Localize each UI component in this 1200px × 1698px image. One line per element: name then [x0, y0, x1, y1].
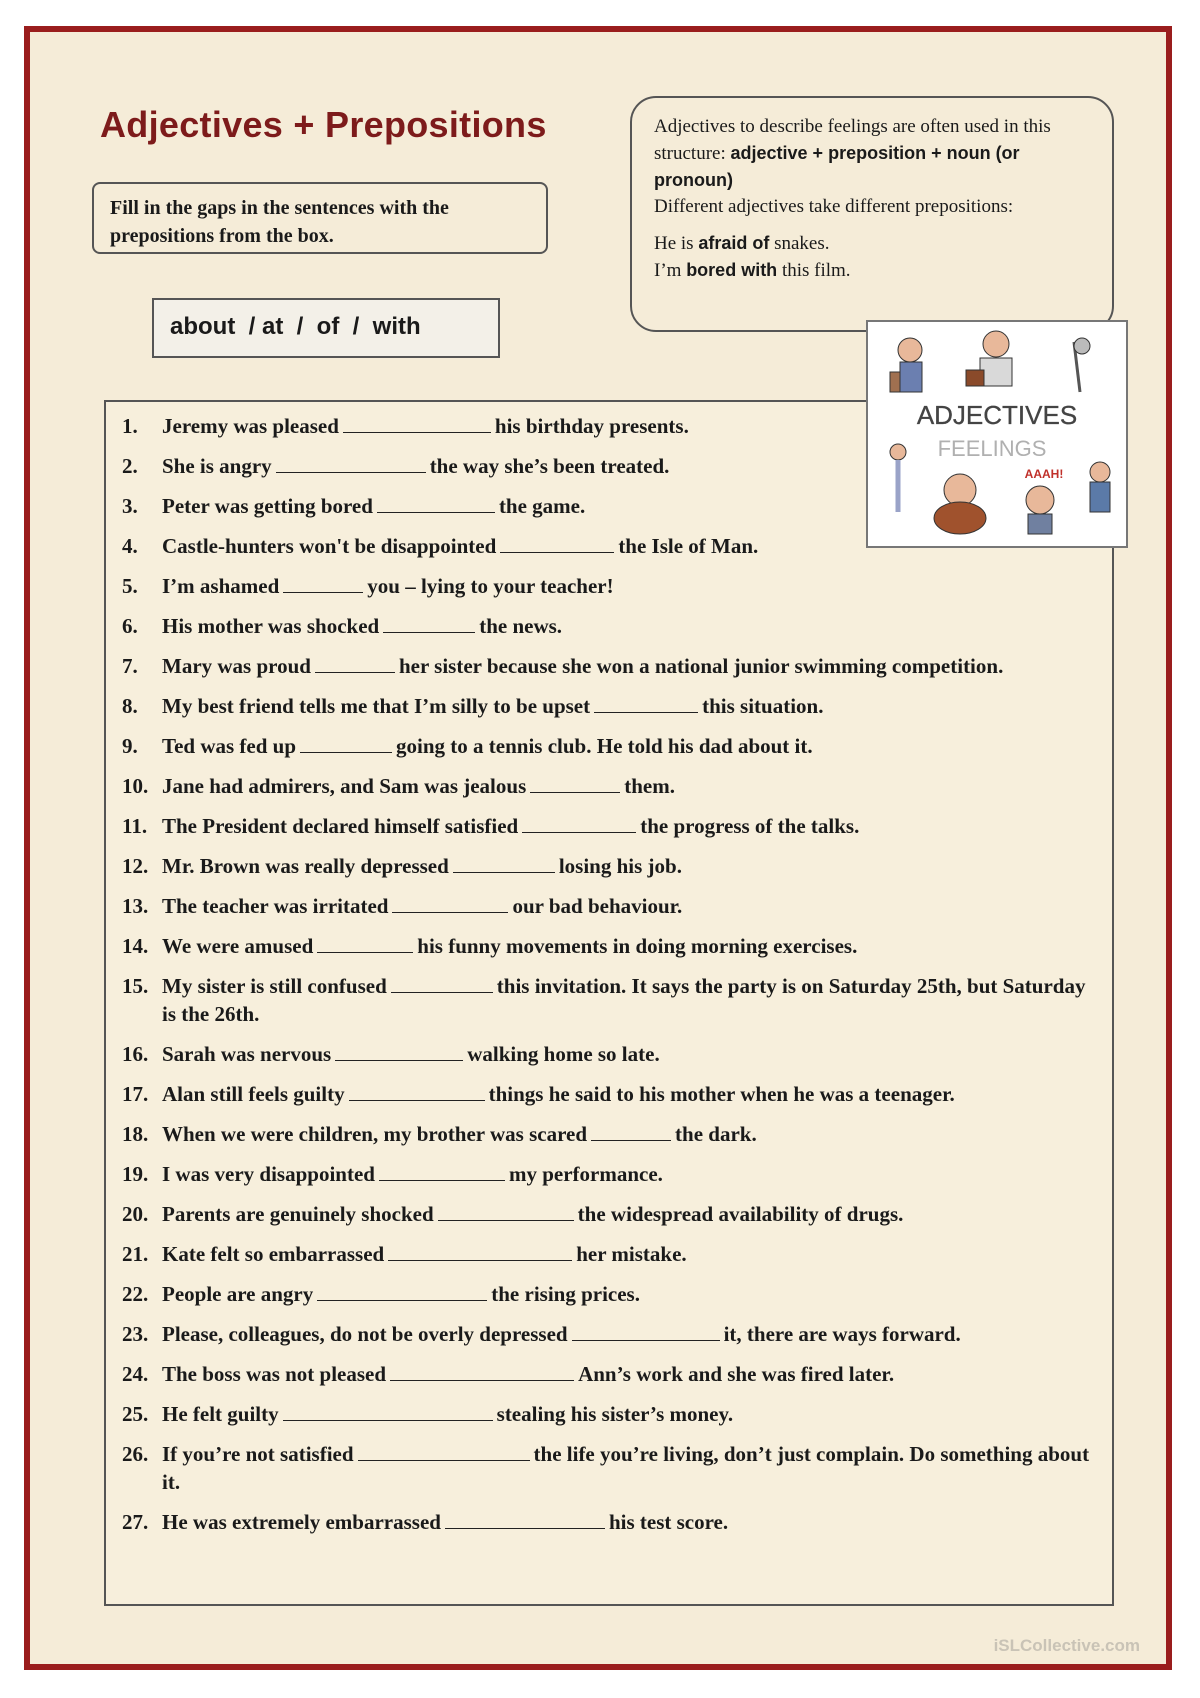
- info-line-1: Adjectives to describe feelings are often used in this structure:: [654, 116, 1051, 164]
- sentence-end: things he said to his mother when he was a teenager.: [488, 1082, 955, 1106]
- sentence-number: 19.: [122, 1162, 149, 1186]
- sentence-item: [122, 612, 1102, 640]
- figure-4-icon: [890, 444, 906, 512]
- sentence-number: 11.: [122, 814, 148, 838]
- sentence-start: I’m ashamed: [162, 574, 280, 598]
- sentence-item: [122, 1120, 1102, 1148]
- sentence-start: Parents are genuinely shocked: [162, 1202, 434, 1226]
- answer-blank[interactable]: [335, 1040, 463, 1061]
- sentence-number: 24.: [122, 1362, 149, 1386]
- sentence-start: Mr. Brown was really depressed: [162, 854, 449, 878]
- sentence-start: We were amused: [162, 934, 314, 958]
- info-examples: [654, 230, 1090, 284]
- sentence-end: his funny movements in doing morning exercises.: [417, 934, 858, 958]
- example-2-highlight: bored with: [686, 260, 778, 280]
- feelings-clipart: [866, 320, 1128, 548]
- sentence-number: 15.: [122, 974, 149, 998]
- sentence-start: Ted was fed up: [162, 734, 297, 758]
- answer-blank[interactable]: [349, 1080, 485, 1101]
- example-1-highlight: afraid of: [698, 233, 770, 253]
- sentence-number: 7.: [122, 654, 138, 678]
- answer-blank[interactable]: [343, 412, 491, 433]
- answer-blank[interactable]: [530, 772, 620, 793]
- sentence-number: 13.: [122, 894, 149, 918]
- sentence-item: [122, 972, 1102, 1028]
- grammar-info-box: [630, 96, 1114, 332]
- figure-2-icon: [966, 331, 1012, 386]
- sentence-item: [122, 1200, 1102, 1228]
- clipart-exclaim: AAAH!: [1024, 467, 1064, 481]
- example-1-start: He is: [654, 233, 694, 254]
- sentence-item: [122, 1280, 1102, 1308]
- figure-7-icon: [1090, 462, 1110, 512]
- sentence-end: the way she’s been treated.: [429, 454, 670, 478]
- sentence-end: this invitation. It says the party is on Saturday 25th, but Saturday is the 26th.: [162, 974, 1086, 1026]
- instruction-box: Fill in the gaps in the sentences with the prepositions from the box.: [92, 182, 548, 254]
- word-box: about / at / of / with: [152, 298, 500, 358]
- page-title: Adjectives + Prepositions: [100, 104, 547, 145]
- sentence-start: He felt guilty: [162, 1402, 279, 1426]
- info-line-2: Different adjectives take different prepositions:: [654, 196, 1014, 217]
- sentence-start: Sarah was nervous: [162, 1042, 332, 1066]
- sentence-end: her sister because she won a national junior swimming competition.: [398, 654, 1004, 678]
- sentence-start: Please, colleagues, do not be overly depressed: [162, 1322, 568, 1346]
- answer-blank[interactable]: [438, 1200, 574, 1221]
- sentence-number: 17.: [122, 1082, 149, 1106]
- answer-blank[interactable]: [283, 572, 363, 593]
- answer-blank[interactable]: [317, 932, 413, 953]
- sentence-number: 9.: [122, 734, 138, 758]
- sentence-number: 22.: [122, 1282, 149, 1306]
- sentence-end: his test score.: [608, 1510, 729, 1534]
- answer-blank[interactable]: [572, 1320, 720, 1341]
- answer-blank[interactable]: [591, 1120, 671, 1141]
- sentence-end: the widespread availability of drugs.: [577, 1202, 904, 1226]
- figure-1-icon: [890, 338, 922, 392]
- sentence-number: 2.: [122, 454, 138, 478]
- sentence-end: losing his job.: [558, 854, 682, 878]
- example-1-end: snakes.: [774, 233, 830, 254]
- sentence-item: [122, 932, 1102, 960]
- sentence-end: our bad behaviour.: [512, 894, 683, 918]
- clipart-image: [868, 322, 1126, 546]
- answer-blank[interactable]: [283, 1400, 493, 1421]
- sentence-end: his birthday presents.: [494, 414, 689, 438]
- sentence-number: 27.: [122, 1510, 149, 1534]
- sentence-item: [122, 852, 1102, 880]
- example-2-start: I’m: [654, 260, 682, 281]
- sentence-end: Ann’s work and she was fired later.: [578, 1362, 895, 1386]
- answer-blank[interactable]: [379, 1160, 505, 1181]
- sentence-end: the progress of the talks.: [640, 814, 860, 838]
- sentence-start: People are angry: [162, 1282, 314, 1306]
- answer-blank[interactable]: [315, 652, 395, 673]
- sentence-start: Kate felt so embarrassed: [162, 1242, 385, 1266]
- sentence-number: 1.: [122, 414, 138, 438]
- sentence-number: 6.: [122, 614, 138, 638]
- sentence-item: [122, 772, 1102, 800]
- answer-blank[interactable]: [522, 812, 636, 833]
- sentence-start: He was extremely embarrassed: [162, 1510, 441, 1534]
- sentence-start: The teacher was irritated: [162, 894, 389, 918]
- sentence-item: [122, 652, 1102, 680]
- info-example-1: [654, 230, 1090, 257]
- sentence-item: [122, 692, 1102, 720]
- sentence-start: She is angry: [162, 454, 272, 478]
- clipart-label-top: ADJECTIVES: [916, 400, 1078, 430]
- sentence-end: the news.: [479, 614, 563, 638]
- sentence-number: 3.: [122, 494, 138, 518]
- sentence-start: The boss was not pleased: [162, 1362, 387, 1386]
- sentence-end: the game.: [498, 494, 586, 518]
- answer-blank[interactable]: [317, 1280, 487, 1301]
- sentence-start: Jane had admirers, and Sam was jealous: [162, 774, 527, 798]
- watermark: iSLCollective.com: [993, 1636, 1140, 1655]
- sentence-number: 4.: [122, 534, 138, 558]
- sentence-start: Castle-hunters won't be disappointed: [162, 534, 497, 558]
- sentence-number: 25.: [122, 1402, 149, 1426]
- sentence-number: 20.: [122, 1202, 149, 1226]
- sentence-end: it, there are ways forward.: [723, 1322, 961, 1346]
- answer-blank[interactable]: [390, 1360, 574, 1381]
- sentence-end: the life you’re living, don’t just complain. Do something about it.: [162, 1442, 1090, 1494]
- sentence-number: 14.: [122, 934, 149, 958]
- sentence-item: [122, 1320, 1102, 1348]
- sentence-start: My best friend tells me that I’m silly to be upset: [162, 694, 591, 718]
- clipart-label-bottom: FEELINGS: [937, 436, 1047, 461]
- exercise-box: [104, 400, 1114, 1606]
- answer-blank[interactable]: [377, 492, 495, 513]
- answer-blank[interactable]: [392, 892, 508, 913]
- figure-6-icon: [1025, 467, 1064, 534]
- sentence-item: [122, 1160, 1102, 1188]
- answer-blank[interactable]: [383, 612, 475, 633]
- sentence-number: 26.: [122, 1442, 149, 1466]
- example-2-end: this film.: [781, 260, 851, 281]
- sentence-start: The President declared himself satisfied: [162, 814, 519, 838]
- sentence-number: 18.: [122, 1122, 149, 1146]
- sentence-end: my performance.: [508, 1162, 663, 1186]
- answer-blank[interactable]: [500, 532, 614, 553]
- sentence-item: [122, 1400, 1102, 1428]
- sentence-end: stealing his sister’s money.: [496, 1402, 734, 1426]
- sentence-item: [122, 1360, 1102, 1388]
- sentence-start: Peter was getting bored: [162, 494, 373, 518]
- sentence-start: Mary was proud: [162, 654, 311, 678]
- sentence-end: this situation.: [702, 694, 824, 718]
- sentence-end: the Isle of Man.: [618, 534, 759, 558]
- figure-5-icon: [934, 474, 986, 534]
- sentence-item: [122, 1040, 1102, 1068]
- sentence-number: 8.: [122, 694, 138, 718]
- sentence-item: [122, 1508, 1102, 1536]
- sentence-number: 16.: [122, 1042, 149, 1066]
- sentence-list: [122, 412, 1102, 1548]
- sentence-number: 21.: [122, 1242, 149, 1266]
- sentence-start: If you’re not satisfied: [162, 1442, 354, 1466]
- answer-blank[interactable]: [358, 1440, 530, 1461]
- figure-3-icon: [1074, 338, 1090, 392]
- sentence-item: [122, 572, 1102, 600]
- sentence-item: [122, 1240, 1102, 1268]
- sentence-number: 12.: [122, 854, 149, 878]
- sentence-end: going to a tennis club. He told his dad about it.: [396, 734, 813, 758]
- answer-blank[interactable]: [391, 972, 493, 993]
- answer-blank[interactable]: [276, 452, 426, 473]
- sentence-item: [122, 732, 1102, 760]
- answer-blank[interactable]: [388, 1240, 572, 1261]
- sentence-number: 23.: [122, 1322, 149, 1346]
- sentence-end: the dark.: [675, 1122, 757, 1146]
- sentence-end: you – lying to your teacher!: [367, 574, 614, 598]
- sentence-start: Alan still feels guilty: [162, 1082, 345, 1106]
- answer-blank[interactable]: [453, 852, 555, 873]
- sentence-number: 10.: [122, 774, 149, 798]
- sentence-start: I was very disappointed: [162, 1162, 375, 1186]
- sentence-end: them.: [624, 774, 675, 798]
- worksheet-page: [24, 26, 1172, 1670]
- sentence-item: [122, 812, 1102, 840]
- info-example-2: [654, 257, 1090, 284]
- sentence-start: His mother was shocked: [162, 614, 380, 638]
- sentence-end: her mistake.: [576, 1242, 687, 1266]
- sentence-number: 5.: [122, 574, 138, 598]
- info-structure: adjective + preposition + noun (or pronoun): [654, 143, 1020, 190]
- answer-blank[interactable]: [300, 732, 392, 753]
- answer-blank[interactable]: [445, 1508, 605, 1529]
- sentence-start: My sister is still confused: [162, 974, 387, 998]
- sentence-end: the rising prices.: [491, 1282, 640, 1306]
- sentence-item: [122, 892, 1102, 920]
- sentence-item: [122, 1080, 1102, 1108]
- sentence-end: walking home so late.: [467, 1042, 660, 1066]
- sentence-start: When we were children, my brother was scared: [162, 1122, 588, 1146]
- sentence-start: Jeremy was pleased: [162, 414, 339, 438]
- sentence-item: [122, 1440, 1102, 1496]
- answer-blank[interactable]: [594, 692, 698, 713]
